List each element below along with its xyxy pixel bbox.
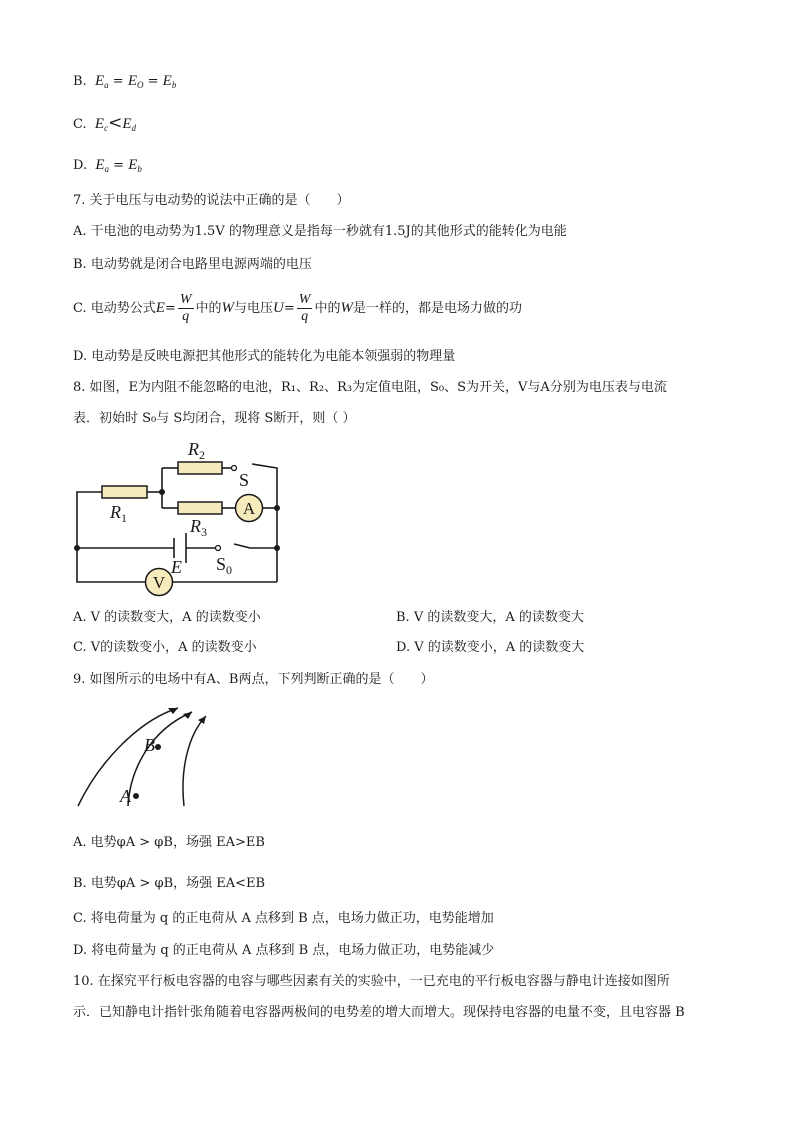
- q9-option-b: B. 电势φA > φB，场强 EA<EB: [73, 876, 266, 891]
- q9-option-d: D. 将电荷量为 q 的正电荷从 A 点移到 B 点，电场力做正功，电势能减少: [73, 943, 495, 958]
- q8-option-c: C. V的读数变小，A 的读数变小: [73, 640, 257, 655]
- q7-option-b: B. 电动势就是闭合电路里电源两端的电压: [73, 257, 312, 272]
- math-sub: a: [104, 164, 110, 174]
- option-text: 中的: [314, 301, 341, 316]
- resistor-r3: [178, 502, 222, 514]
- resistor-r1: [102, 486, 147, 498]
- math-var: W: [221, 300, 235, 316]
- q9-stem: 9. 如图所示的电场中有A、B两点，下列判断正确的是（ ）: [73, 672, 434, 687]
- junction-dot: [74, 545, 80, 551]
- q9-option-a: A. 电势φA > φB，场强 EA>EB: [73, 835, 265, 850]
- junction-dot: [274, 505, 280, 511]
- math-sub: O: [136, 80, 144, 90]
- math-op: =: [113, 158, 125, 173]
- math-var: E: [128, 157, 138, 173]
- math-var: E: [94, 116, 105, 132]
- q10-stem-line1: 10. 在探究平行板电容器的电容与哪些因素有关的实验中，一已充电的平行板电容器与静电计连接如图所: [73, 974, 670, 989]
- q7-option-d: D. 电动势是反映电源把其他形式的能转化为电能本领强弱的物理量: [73, 349, 456, 364]
- label-s0-main: S: [216, 554, 227, 574]
- label-r1: [109, 502, 127, 525]
- circuit-diagram: [70, 432, 290, 602]
- fraction: [178, 292, 194, 325]
- math-var: E: [127, 73, 137, 89]
- q10-stem-line2: 示．已知静电计指针张角随着电容器两极间的电势差的增大而增大。现保持电容器的电量不变，且电容器 B: [73, 1005, 685, 1020]
- label-r1-sub: 1: [121, 511, 127, 525]
- option-text: 是一样的，都是电场力做的功: [352, 301, 522, 316]
- q7-option-c: [73, 290, 522, 327]
- q8-option-a: A. V 的读数变大，A 的读数变小: [73, 610, 261, 625]
- q8-stem-line1: 8. 如图，E为内阻不能忽略的电池，R₁、R₂、R₃为定值电阻，S₀、S为开关，V与A分别为电压表与电流: [73, 380, 667, 395]
- q9-option-c: C. 将电荷量为 q 的正电荷从 A 点移到 B 点，电场力做正功，电势能增加: [73, 911, 494, 926]
- field-line-right: [183, 716, 206, 806]
- label-r3: [189, 516, 207, 539]
- field-arrowhead: [198, 716, 206, 724]
- q6-option-c: [73, 114, 136, 137]
- option-text: C. 电动势公式: [73, 301, 156, 316]
- label-r2-main: R: [188, 439, 199, 459]
- point-a: [133, 793, 139, 799]
- fraction-numerator: W: [298, 292, 311, 307]
- q7-stem: 7. 关于电压与电动势的说法中正确的是（ ）: [73, 193, 350, 208]
- label-r3-sub: 3: [201, 525, 207, 539]
- math-op: =: [164, 301, 176, 316]
- option-label: D.: [73, 158, 88, 173]
- label-r3-main: R: [190, 516, 201, 536]
- q6-option-d: [73, 156, 142, 178]
- label-e: E: [171, 557, 182, 577]
- junction-dot: [274, 545, 280, 551]
- math-sub: b: [171, 80, 177, 90]
- fraction: [297, 292, 313, 325]
- label-r2: [187, 439, 205, 462]
- junction-dot: [159, 489, 165, 495]
- math-var: E: [94, 73, 105, 89]
- switch-s0-terminal: [216, 546, 221, 551]
- math-sub: d: [131, 123, 136, 133]
- fraction-denominator: q: [182, 309, 190, 324]
- math-sub: c: [104, 123, 109, 133]
- label-s0-sub: 0: [226, 563, 233, 577]
- option-label: B.: [73, 74, 87, 89]
- math-var: E: [122, 116, 132, 132]
- math-sub: b: [137, 164, 142, 174]
- math-sub: a: [104, 80, 109, 90]
- option-text: 中的: [195, 301, 222, 316]
- label-s0: [216, 554, 232, 577]
- option-label: C.: [73, 117, 87, 132]
- math-var: E: [155, 300, 165, 316]
- label-r1-main: R: [110, 502, 121, 522]
- label-a: A: [120, 786, 131, 806]
- q7-option-a: A. 干电池的电动势为1.5V 的物理意义是指每一秒就有1.5J的其他形式的能转化为电能: [73, 224, 567, 239]
- fraction-numerator: W: [179, 292, 192, 307]
- math-var: W: [340, 300, 353, 316]
- switch-s-terminal: [232, 466, 237, 471]
- label-r2-sub: 2: [199, 448, 205, 462]
- q6-option-b: [73, 72, 176, 94]
- math-var: E: [95, 157, 105, 173]
- resistor-r2: [178, 462, 222, 474]
- label-b: B: [144, 735, 155, 755]
- q8-option-b: B. V 的读数变大，A 的读数变大: [396, 610, 584, 625]
- math-op: =: [147, 74, 159, 89]
- math-var: E: [162, 73, 172, 89]
- label-s: S: [239, 470, 250, 490]
- point-b: [155, 744, 161, 750]
- math-op: <: [108, 113, 123, 133]
- q8-stem-line2: 表．初始时 S₀与 S均闭合，现将 S断开，则（ ）: [73, 411, 356, 426]
- math-op: =: [283, 301, 295, 316]
- math-op: =: [112, 74, 124, 89]
- field-lines-diagram: [70, 700, 220, 812]
- math-var: U: [273, 300, 284, 316]
- ammeter-label: A: [242, 499, 256, 518]
- fraction-denominator: q: [301, 309, 309, 324]
- voltmeter-label: V: [152, 573, 166, 592]
- option-text: 与电压: [234, 301, 274, 316]
- q8-option-d: D. V 的读数变小，A 的读数变大: [396, 640, 585, 655]
